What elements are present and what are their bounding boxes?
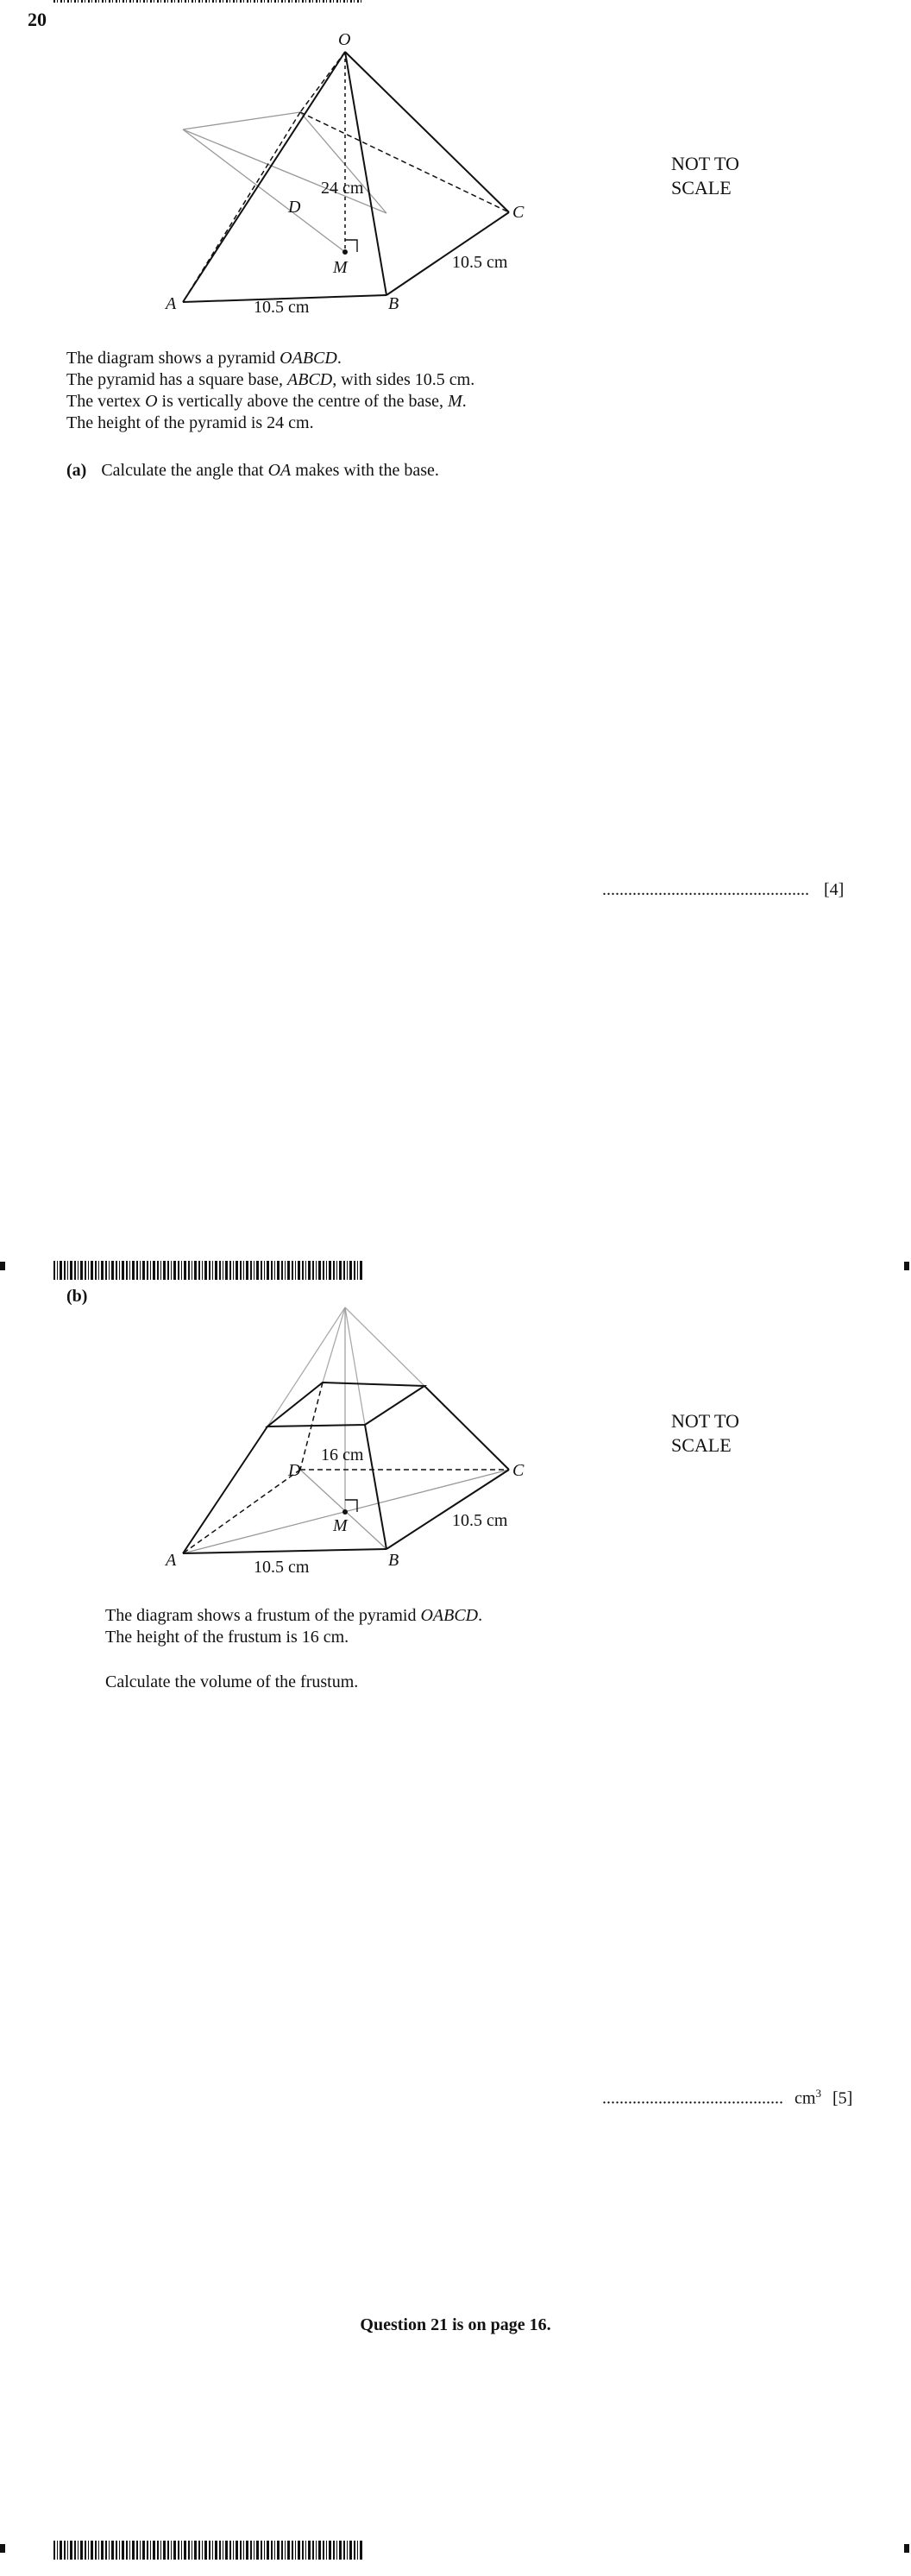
intro-line-4: The height of the pyramid is 24 cm. xyxy=(66,413,314,432)
vertex-o-label: O xyxy=(338,30,351,49)
vertex-d-label: D xyxy=(288,198,301,217)
frustum-vertex-a-label: A xyxy=(166,1551,177,1570)
continuation-note: Question 21 is on page 16. xyxy=(360,2315,551,2334)
part-b-line-1: The diagram shows a frustum of the pyramid OABCD. xyxy=(105,1606,483,1625)
frustum-side-ab-label: 10.5 cm xyxy=(254,1558,310,1577)
vertex-b-label: B xyxy=(388,294,399,313)
height-label: 24 cm xyxy=(321,179,364,198)
centre-m-label: M xyxy=(333,258,348,277)
frustum-diagram xyxy=(0,1294,604,1588)
pyramid-diagram xyxy=(0,17,604,328)
part-a-answer-line[interactable]: ................................................ [4] xyxy=(602,880,845,899)
part-b-line-2: The height of the frustum is 16 cm. xyxy=(105,1628,349,1647)
intro-text xyxy=(66,348,474,434)
bottom-registration-marker-right xyxy=(904,2544,909,2553)
part-b-marks: [5] xyxy=(832,2088,853,2108)
part-b-label: (b) xyxy=(66,1287,88,1306)
intro-line-3: The vertex O is vertically above the centre of the base, M. xyxy=(66,392,467,411)
frustum-vertex-b-label: B xyxy=(388,1551,399,1570)
part-b-unit: cm xyxy=(795,2088,816,2108)
frustum-vertex-c-label: C xyxy=(512,1461,525,1480)
part-b-text xyxy=(105,1605,482,1693)
frustum-centre-m-label: M xyxy=(333,1516,348,1535)
registration-marker-right xyxy=(904,1262,909,1270)
side-ab-label: 10.5 cm xyxy=(254,298,310,317)
top-barcode xyxy=(53,0,364,3)
part-a-marks: [4] xyxy=(824,880,845,899)
frustum-vertex-d-label: D xyxy=(288,1461,301,1480)
page-barcode xyxy=(53,1261,364,1280)
vertex-c-label: C xyxy=(512,203,525,222)
not-to-scale-note-a: NOT TO SCALE xyxy=(671,153,739,198)
frustum-height-label: 16 cm xyxy=(321,1445,364,1464)
side-bc-label: 10.5 cm xyxy=(452,253,508,272)
vertex-a-label: A xyxy=(166,294,177,313)
bottom-barcode xyxy=(53,2541,364,2560)
bottom-registration-marker-left xyxy=(0,2544,5,2553)
question-number: 20 xyxy=(28,9,47,30)
intro-line-1: The diagram shows a pyramid OABCD. xyxy=(66,349,342,368)
intro-line-2: The pyramid has a square base, ABCD, with sides 10.5 cm. xyxy=(66,370,475,389)
part-b-line-3: Calculate the volume of the frustum. xyxy=(105,1672,359,1691)
part-a-question: (a) Calculate the angle that OA makes with the base. xyxy=(66,461,439,480)
registration-marker-left xyxy=(0,1262,5,1270)
part-b-answer-line[interactable]: .......................................... $cm^3$ [5] xyxy=(602,2087,853,2108)
part-a-label: (a) xyxy=(66,461,87,480)
not-to-scale-note-b: NOT TO SCALE xyxy=(671,1410,739,1456)
frustum-side-bc-label: 10.5 cm xyxy=(452,1511,508,1530)
